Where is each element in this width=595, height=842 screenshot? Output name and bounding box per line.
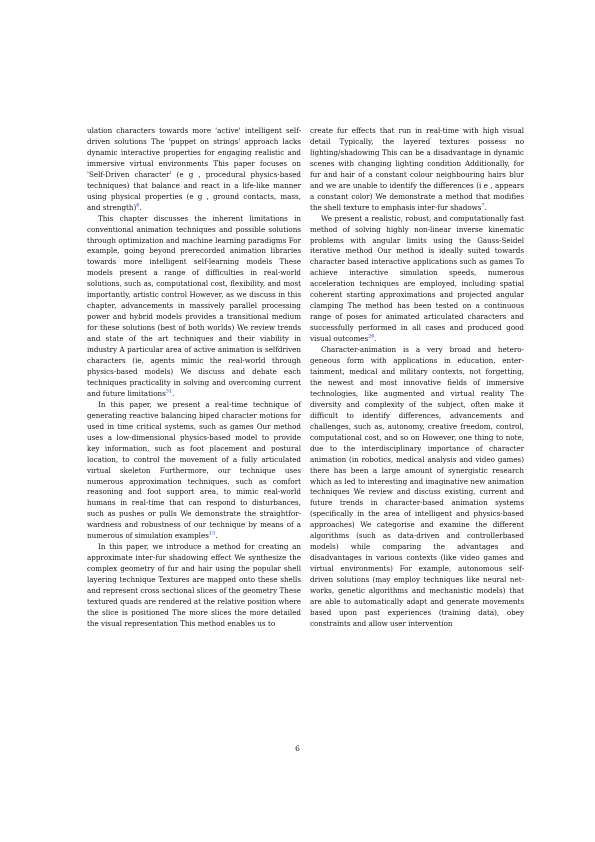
paragraph (310, 214, 524, 345)
paragraph (310, 345, 524, 630)
paragraph-end: . (139, 202, 142, 212)
right-column (310, 126, 524, 630)
citation-link[interactable]: 31 (165, 388, 173, 395)
paragraph-text: create fur effects that run in real-time with high visual detail Typically, the layered textures possess no lighting/shadowing This can be a disadvantage in dynamic scenes with changing lighting condition Additionally, for fur and hair of a constant colour neighbouring hairs blur and we are unable to identify the differences (i e , appears a constant color) We demonstrate a method that modifies the shell texture to emphasis inter-fur shadows (310, 126, 524, 212)
paragraph-text: We present a realistic, robust, and computationally fast method of solving highly non-linear inverse kinematic problems with angular limits using the Gauss-Seidel iterative method Our method is ideally suited towards character based interactive applications such as games To achieve interactive simulation speeds, numerous acceleration techniques are employed, including spatial coherent starting approximations and projected angular clamping The method has been tested on a continuous range of poses for animated articulated characters and successfully performed in all cases and produced good visual outcomes (310, 213, 524, 344)
paragraph-end: . (374, 334, 377, 344)
paragraph-end: . (484, 202, 487, 212)
page-number: 6 (295, 744, 300, 753)
paragraph-end: . (215, 531, 218, 541)
paragraph-end: . (172, 388, 175, 398)
paragraph (310, 126, 524, 214)
paragraph-text: ulation characters towards more 'active' intelligent self-driven solutions The 'puppet on strings' approach lacks dynamic interactive properties for engaging realistic and immersive virtual environments This paper focuses on 'Self-Driven character' (e g , procedural physics-based techniques) that balance and react in a life-like manner using physical properties (e g , ground contacts, mass, and strength) (87, 126, 301, 212)
citation-link[interactable]: 26 (368, 333, 375, 340)
paragraph (87, 214, 301, 400)
paragraph-text: In this paper, we introduce a method for creating an approximate inter-fur shadowing effect We synthesize the complex geometry of fur and hair using the popular shell layering technique Textures are mapped onto these shells and represent cross sectional slices of the geometry These textured quads are rendered at the relative position where the slice is positioned The more slices the more detailed the visual representation This method enables us to (87, 542, 301, 628)
citation-link[interactable]: 7 (481, 202, 485, 209)
paragraph-text: Character-animation is a very broad and heterogeneous form with applications in education, entertainment, medical and military contexts, not forgetting, the newest and most innovative fields of immersive technologies, like augmented and virtual reality The diversity and complexity of the subject, often make it difficult to identify differences, advancements and challenges, such as, autonomy, creative freedom, control, computational cost, and so on However, one thing to note, due to the interdisciplinary importance of character animation (in robotics, medical analysis and video games) there has been a large amount of synergistic research which as led to interesting and imaginative new animation techniques We review and discuss existing, current and future trends in character-based animation systems (specifically in the area of intelligent and physics-based approaches) We categorise and examine the different algorithms (such as data-driven and controllerbased models) while comparing the advantages and disadvantages in various contexts (like video games and virtual environments) For example, autonomous self-driven solutions (may employ techniques like neural networks, genetic algorithms and mechanistic models) that are able to automatically adapt and generate movements based upon past experiences (training data), obey constraints and allow user intervention (310, 345, 524, 628)
left-column (87, 126, 301, 630)
paragraph (87, 126, 301, 214)
citation-link[interactable]: 6 (136, 202, 140, 209)
paragraph-text: In this paper, we present a real-time technique of generating reactive balancing biped character motions for used in time critical systems, such as games Our method uses a low-dimensional physics-based model to provide key information, such as foot placement and postural location, to control the movement of a fully articulated virtual skeleton Furthermore, our technique uses numerous approximation techniques, such as comfort reasoning and foot support area, to mimic real-world humans in real-time that can respond to disturbances, such as pushes or pulls We demonstrate the straightforwardness and robustness of our technique by means of a numerous of simulation examples (87, 399, 301, 541)
paragraph (87, 400, 301, 542)
citation-link[interactable]: 13 (208, 530, 216, 537)
paragraph (87, 542, 301, 630)
paragraph-text: This chapter discusses the inherent limitations in conventional animation techniques and possible solutions through optimization and machine learning paradigms For example, going beyond prerecorded animation libraries towards more intelligent self-learning models These models present a range of difficulties in real-world solutions, such as, computational cost, flexibility, and most importantly, artistic control However, as we discuss in this chapter, advancements in massively parallel processing power and hybrid models provides a transitional medium for these solutions (best of both worlds) We review trends and state of the art techniques and their viability in industry A particular area of active animation is selfdriven characters (ie, agents mimic the real-world through physics-based models) We discuss and debate each techniques practicality in solving and overcoming current and future limitations (87, 213, 301, 398)
